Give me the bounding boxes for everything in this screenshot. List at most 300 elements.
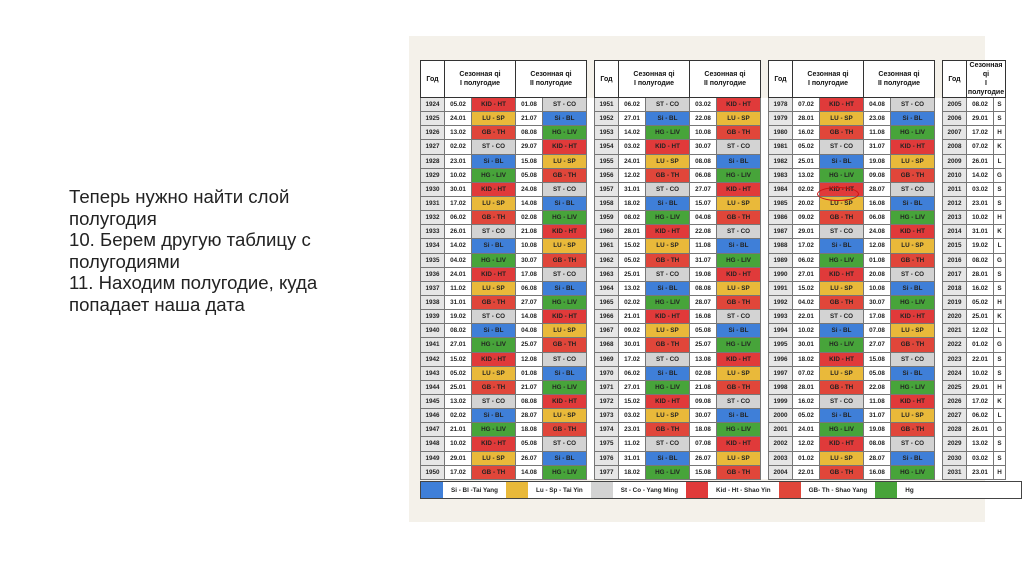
layer-cell: ST - CO [717, 394, 761, 408]
year-cell: 1982 [769, 154, 793, 168]
year-cell: 1963 [595, 267, 619, 281]
date-cell: 02.02 [445, 409, 472, 423]
layer-cell: ST - CO [820, 310, 864, 324]
table-image [409, 36, 1005, 522]
year-cell: 1955 [595, 154, 619, 168]
year-cell: 1949 [421, 451, 445, 465]
date-cell: 16.02 [967, 281, 994, 295]
layer-cell: GB - TH [820, 295, 864, 309]
date-cell: 12.08 [516, 352, 543, 366]
layer-cell: LU - SP [472, 196, 516, 210]
column-gap [935, 112, 943, 126]
column-gap [761, 267, 769, 281]
layer-cell: GB - TH [646, 253, 690, 267]
layer-cell: KID - HT [820, 267, 864, 281]
layer-cell-cropped: S [994, 366, 1006, 380]
year-cell: 1979 [769, 112, 793, 126]
date-cell: 09.08 [864, 168, 891, 182]
year-cell: 1941 [421, 338, 445, 352]
layer-cell: KID - HT [891, 394, 935, 408]
table-header-row [421, 61, 1006, 98]
layer-cell: KID - HT [472, 182, 516, 196]
layer-cell: GB - TH [891, 253, 935, 267]
header-qi-first-half: Сезонная qi I полугодие [445, 61, 516, 98]
column-gap [587, 239, 595, 253]
column-gap [935, 168, 943, 182]
date-cell: 30.07 [690, 140, 717, 154]
date-cell: 15.02 [793, 281, 820, 295]
layer-cell: KID - HT [472, 352, 516, 366]
layer-cell: HG - LIV [891, 126, 935, 140]
layer-cell-cropped: H [994, 295, 1006, 309]
layer-cell: Si - BL [820, 239, 864, 253]
year-cell: 1996 [769, 352, 793, 366]
column-gap [761, 196, 769, 210]
color-legend [420, 481, 1022, 499]
date-cell: 08.02 [619, 211, 646, 225]
table-row [421, 154, 1006, 168]
layer-cell: Si - BL [646, 451, 690, 465]
date-cell: 28.01 [619, 225, 646, 239]
year-cell: 1984 [769, 182, 793, 196]
layer-cell: GB - TH [717, 380, 761, 394]
year-cell: 2009 [943, 154, 967, 168]
date-cell: 17.02 [445, 196, 472, 210]
date-cell: 03.02 [619, 409, 646, 423]
layer-cell: GB - TH [543, 423, 587, 437]
layer-cell: ST - CO [472, 225, 516, 239]
header-gap [761, 61, 769, 98]
layer-cell: HG - LIV [717, 423, 761, 437]
column-gap [587, 295, 595, 309]
layer-cell-cropped: H [994, 380, 1006, 394]
date-cell: 27.01 [445, 338, 472, 352]
layer-cell: ST - CO [717, 310, 761, 324]
layer-cell: ST - CO [646, 182, 690, 196]
year-cell: 1939 [421, 310, 445, 324]
year-cell: 1968 [595, 338, 619, 352]
date-cell: 30.01 [793, 338, 820, 352]
date-cell: 10.02 [445, 168, 472, 182]
layer-cell-cropped: L [994, 239, 1006, 253]
layer-cell-cropped: S [994, 98, 1006, 112]
date-cell: 01.02 [793, 451, 820, 465]
date-cell: 28.07 [516, 409, 543, 423]
layer-cell-cropped: S [994, 182, 1006, 196]
layer-cell: LU - SP [717, 451, 761, 465]
legend-label: St - Co - Yang Ming [620, 486, 679, 494]
date-cell: 22.01 [793, 310, 820, 324]
column-gap [935, 352, 943, 366]
date-cell: 24.01 [793, 423, 820, 437]
legend-swatch [779, 482, 801, 498]
date-cell: 22.08 [864, 380, 891, 394]
date-cell: 21.08 [690, 380, 717, 394]
year-cell: 1945 [421, 394, 445, 408]
layer-cell: ST - CO [543, 352, 587, 366]
layer-cell: KID - HT [472, 437, 516, 451]
date-cell: 13.02 [793, 168, 820, 182]
layer-cell: KID - HT [820, 352, 864, 366]
layer-cell: LU - SP [717, 281, 761, 295]
date-cell: 21.08 [516, 225, 543, 239]
date-cell: 17.08 [864, 310, 891, 324]
layer-cell-cropped: H [994, 126, 1006, 140]
date-cell: 05.08 [864, 366, 891, 380]
text-line: попадает наша дата [69, 293, 245, 315]
layer-cell: ST - CO [646, 98, 690, 112]
layer-cell: LU - SP [820, 196, 864, 210]
column-gap [935, 98, 943, 112]
date-cell: 09.02 [793, 211, 820, 225]
date-cell: 08.08 [690, 281, 717, 295]
layer-cell: LU - SP [646, 154, 690, 168]
date-cell: 02.08 [690, 366, 717, 380]
layer-cell: HG - LIV [543, 380, 587, 394]
year-cell: 1974 [595, 423, 619, 437]
year-cell: 1971 [595, 380, 619, 394]
layer-cell: KID - HT [646, 310, 690, 324]
table-row [421, 295, 1006, 309]
legend-item [875, 482, 921, 498]
layer-cell: Si - BL [543, 281, 587, 295]
date-cell: 14.02 [619, 126, 646, 140]
year-cell: 1952 [595, 112, 619, 126]
layer-cell: HG - LIV [646, 380, 690, 394]
date-cell: 23.01 [967, 196, 994, 210]
date-cell: 20.08 [864, 267, 891, 281]
year-cell: 1957 [595, 182, 619, 196]
layer-cell: KID - HT [891, 225, 935, 239]
year-cell: 2006 [943, 112, 967, 126]
year-cell: 2015 [943, 239, 967, 253]
table-row [421, 225, 1006, 239]
column-gap [935, 126, 943, 140]
year-cell: 1969 [595, 352, 619, 366]
date-cell: 18.02 [793, 352, 820, 366]
date-cell: 19.08 [864, 154, 891, 168]
layer-cell: HG - LIV [646, 295, 690, 309]
year-cell: 1970 [595, 366, 619, 380]
year-cell: 1989 [769, 253, 793, 267]
column-gap [761, 423, 769, 437]
column-gap [587, 112, 595, 126]
layer-cell: Si - BL [646, 366, 690, 380]
date-cell: 05.02 [445, 366, 472, 380]
legend-swatch [421, 482, 443, 498]
column-gap [761, 98, 769, 112]
layer-cell: KID - HT [717, 352, 761, 366]
layer-cell: ST - CO [891, 98, 935, 112]
year-cell: 2008 [943, 140, 967, 154]
date-cell: 03.02 [967, 451, 994, 465]
layer-cell: GB - TH [472, 211, 516, 225]
year-cell: 1988 [769, 239, 793, 253]
date-cell: 27.01 [619, 380, 646, 394]
date-cell: 15.08 [864, 352, 891, 366]
layer-cell: Si - BL [717, 154, 761, 168]
year-cell: 2014 [943, 225, 967, 239]
date-cell: 04.02 [793, 295, 820, 309]
column-gap [587, 281, 595, 295]
layer-cell-cropped: L [994, 324, 1006, 338]
date-cell: 06.02 [445, 211, 472, 225]
date-cell: 24.01 [445, 112, 472, 126]
layer-cell: GB - TH [820, 211, 864, 225]
column-gap [935, 267, 943, 281]
year-cell: 2003 [769, 451, 793, 465]
layer-cell: Si - BL [646, 112, 690, 126]
year-cell: 1966 [595, 310, 619, 324]
layer-cell: ST - CO [543, 437, 587, 451]
date-cell: 30.07 [690, 409, 717, 423]
layer-cell: Si - BL [891, 451, 935, 465]
date-cell: 27.07 [690, 182, 717, 196]
date-cell: 27.07 [864, 338, 891, 352]
date-cell: 09.08 [690, 394, 717, 408]
date-cell: 23.01 [619, 423, 646, 437]
layer-cell: Si - BL [717, 324, 761, 338]
column-gap [761, 380, 769, 394]
header-gap [587, 61, 595, 98]
layer-cell: GB - TH [717, 126, 761, 140]
date-cell: 02.02 [793, 182, 820, 196]
date-cell: 12.02 [619, 168, 646, 182]
year-cell: 1948 [421, 437, 445, 451]
date-cell: 08.02 [445, 324, 472, 338]
column-gap [587, 182, 595, 196]
layer-cell: HG - LIV [891, 465, 935, 479]
year-cell: 1950 [421, 465, 445, 479]
date-cell: 21.07 [516, 112, 543, 126]
year-cell: 1998 [769, 380, 793, 394]
date-cell: 11.08 [690, 239, 717, 253]
layer-cell: GB - TH [543, 338, 587, 352]
date-cell: 17.02 [445, 465, 472, 479]
year-cell: 2019 [943, 295, 967, 309]
year-cell: 1983 [769, 168, 793, 182]
column-gap [587, 225, 595, 239]
layer-cell-cropped: G [994, 338, 1006, 352]
layer-cell: GB - TH [820, 126, 864, 140]
table-row [421, 239, 1006, 253]
table-body [421, 98, 1006, 480]
legend-label: Si - Bl -Tai Yang [451, 486, 499, 494]
layer-cell: ST - CO [820, 140, 864, 154]
table-row [421, 409, 1006, 423]
column-gap [935, 211, 943, 225]
table-row [421, 140, 1006, 154]
date-cell: 02.02 [619, 295, 646, 309]
year-cell: 2012 [943, 196, 967, 210]
year-cell: 1977 [595, 465, 619, 479]
layer-cell-cropped: S [994, 352, 1006, 366]
date-cell: 09.02 [619, 324, 646, 338]
table-row [421, 366, 1006, 380]
table-row [421, 310, 1006, 324]
layer-cell: KID - HT [717, 182, 761, 196]
table-row [421, 196, 1006, 210]
year-cell: 1929 [421, 168, 445, 182]
date-cell: 31.07 [864, 409, 891, 423]
date-cell: 14.08 [516, 310, 543, 324]
text-line: 11. Находим полугодие, куда [69, 272, 318, 293]
date-cell: 16.02 [793, 126, 820, 140]
date-cell: 17.02 [793, 239, 820, 253]
layer-cell: LU - SP [820, 112, 864, 126]
column-gap [587, 338, 595, 352]
column-gap [587, 423, 595, 437]
layer-cell: Si - BL [891, 112, 935, 126]
date-cell: 14.02 [445, 239, 472, 253]
layer-cell: LU - SP [820, 451, 864, 465]
text-line: полугодия [69, 207, 157, 229]
layer-cell-cropped: L [994, 154, 1006, 168]
date-cell: 16.02 [793, 394, 820, 408]
date-cell: 19.02 [445, 310, 472, 324]
date-cell: 30.01 [619, 338, 646, 352]
header-year: Год [769, 61, 793, 98]
date-cell: 25.07 [516, 338, 543, 352]
date-cell: 05.08 [690, 324, 717, 338]
date-cell: 08.08 [516, 126, 543, 140]
date-cell: 25.01 [619, 267, 646, 281]
column-gap [761, 182, 769, 196]
year-cell: 1978 [769, 98, 793, 112]
year-cell: 1936 [421, 267, 445, 281]
layer-cell: HG - LIV [543, 126, 587, 140]
header-gap [935, 61, 943, 98]
date-cell: 28.01 [967, 267, 994, 281]
column-gap [935, 324, 943, 338]
layer-cell: GB - TH [646, 338, 690, 352]
column-gap [935, 140, 943, 154]
year-cell: 2010 [943, 168, 967, 182]
layer-cell: KID - HT [472, 98, 516, 112]
date-cell: 15.07 [690, 196, 717, 210]
table-row [421, 211, 1006, 225]
date-cell: 06.02 [967, 409, 994, 423]
year-cell: 1956 [595, 168, 619, 182]
date-cell: 13.02 [619, 281, 646, 295]
year-cell: 1924 [421, 98, 445, 112]
date-cell: 26.01 [967, 423, 994, 437]
layer-cell-cropped: S [994, 112, 1006, 126]
column-gap [935, 409, 943, 423]
column-gap [935, 310, 943, 324]
year-cell: 1972 [595, 394, 619, 408]
layer-cell: LU - SP [543, 154, 587, 168]
legend-swatch [875, 482, 897, 498]
date-cell: 15.02 [619, 239, 646, 253]
year-cell: 1958 [595, 196, 619, 210]
column-gap [587, 126, 595, 140]
year-cell: 2022 [943, 338, 967, 352]
date-cell: 13.02 [445, 394, 472, 408]
layer-cell: LU - SP [717, 112, 761, 126]
layer-cell: Si - BL [820, 409, 864, 423]
year-cell: 1967 [595, 324, 619, 338]
date-cell: 01.08 [864, 253, 891, 267]
layer-cell: Si - BL [543, 112, 587, 126]
layer-cell: GB - TH [543, 168, 587, 182]
date-cell: 26.07 [516, 451, 543, 465]
column-gap [761, 281, 769, 295]
layer-cell: HG - LIV [646, 465, 690, 479]
column-gap [587, 394, 595, 408]
year-cell: 2026 [943, 394, 967, 408]
column-gap [761, 168, 769, 182]
year-cell: 1980 [769, 126, 793, 140]
layer-cell: LU - SP [717, 366, 761, 380]
layer-cell-cropped: K [994, 140, 1006, 154]
column-gap [935, 394, 943, 408]
layer-cell: ST - CO [891, 182, 935, 196]
layer-cell: Si - BL [543, 366, 587, 380]
layer-cell: HG - LIV [820, 168, 864, 182]
date-cell: 25.01 [793, 154, 820, 168]
layer-cell: KID - HT [717, 98, 761, 112]
year-cell: 1973 [595, 409, 619, 423]
table-row [421, 394, 1006, 408]
layer-cell: KID - HT [646, 394, 690, 408]
header-qi-first-half: Сезонная qi I полугодие [967, 62, 1005, 96]
layer-cell-cropped: H [994, 465, 1006, 479]
table-row [421, 324, 1006, 338]
year-cell: 1925 [421, 112, 445, 126]
layer-cell: Si - BL [646, 196, 690, 210]
year-cell: 2018 [943, 281, 967, 295]
layer-cell: ST - CO [891, 352, 935, 366]
layer-cell: HG - LIV [472, 168, 516, 182]
year-cell: 2017 [943, 267, 967, 281]
year-cell: 1932 [421, 211, 445, 225]
date-cell: 01.08 [516, 98, 543, 112]
date-cell: 31.01 [619, 182, 646, 196]
layer-cell: KID - HT [717, 437, 761, 451]
year-cell: 2016 [943, 253, 967, 267]
date-cell: 23.01 [967, 465, 994, 479]
table-row [421, 423, 1006, 437]
layer-cell: HG - LIV [717, 168, 761, 182]
year-cell: 1953 [595, 126, 619, 140]
layer-cell-cropped: K [994, 225, 1006, 239]
date-cell: 08.08 [690, 154, 717, 168]
date-cell: 19.08 [864, 423, 891, 437]
legend-label: Kid - Ht - Shao Yin [716, 486, 771, 494]
date-cell: 30.07 [864, 295, 891, 309]
date-cell: 18.08 [690, 423, 717, 437]
layer-cell: ST - CO [543, 182, 587, 196]
date-cell: 16.08 [864, 465, 891, 479]
date-cell: 25.07 [690, 338, 717, 352]
layer-cell: GB - TH [891, 168, 935, 182]
column-gap [587, 98, 595, 112]
year-cell: 1990 [769, 267, 793, 281]
column-gap [935, 366, 943, 380]
layer-cell: GB - TH [472, 126, 516, 140]
date-cell: 26.01 [967, 154, 994, 168]
date-cell: 24.08 [864, 225, 891, 239]
date-cell: 10.02 [445, 437, 472, 451]
layer-cell: KID - HT [820, 98, 864, 112]
date-cell: 22.01 [793, 465, 820, 479]
date-cell: 24.08 [516, 182, 543, 196]
date-cell: 21.01 [619, 310, 646, 324]
layer-cell: HG - LIV [543, 211, 587, 225]
table-row [421, 253, 1006, 267]
layer-cell: LU - SP [891, 324, 935, 338]
